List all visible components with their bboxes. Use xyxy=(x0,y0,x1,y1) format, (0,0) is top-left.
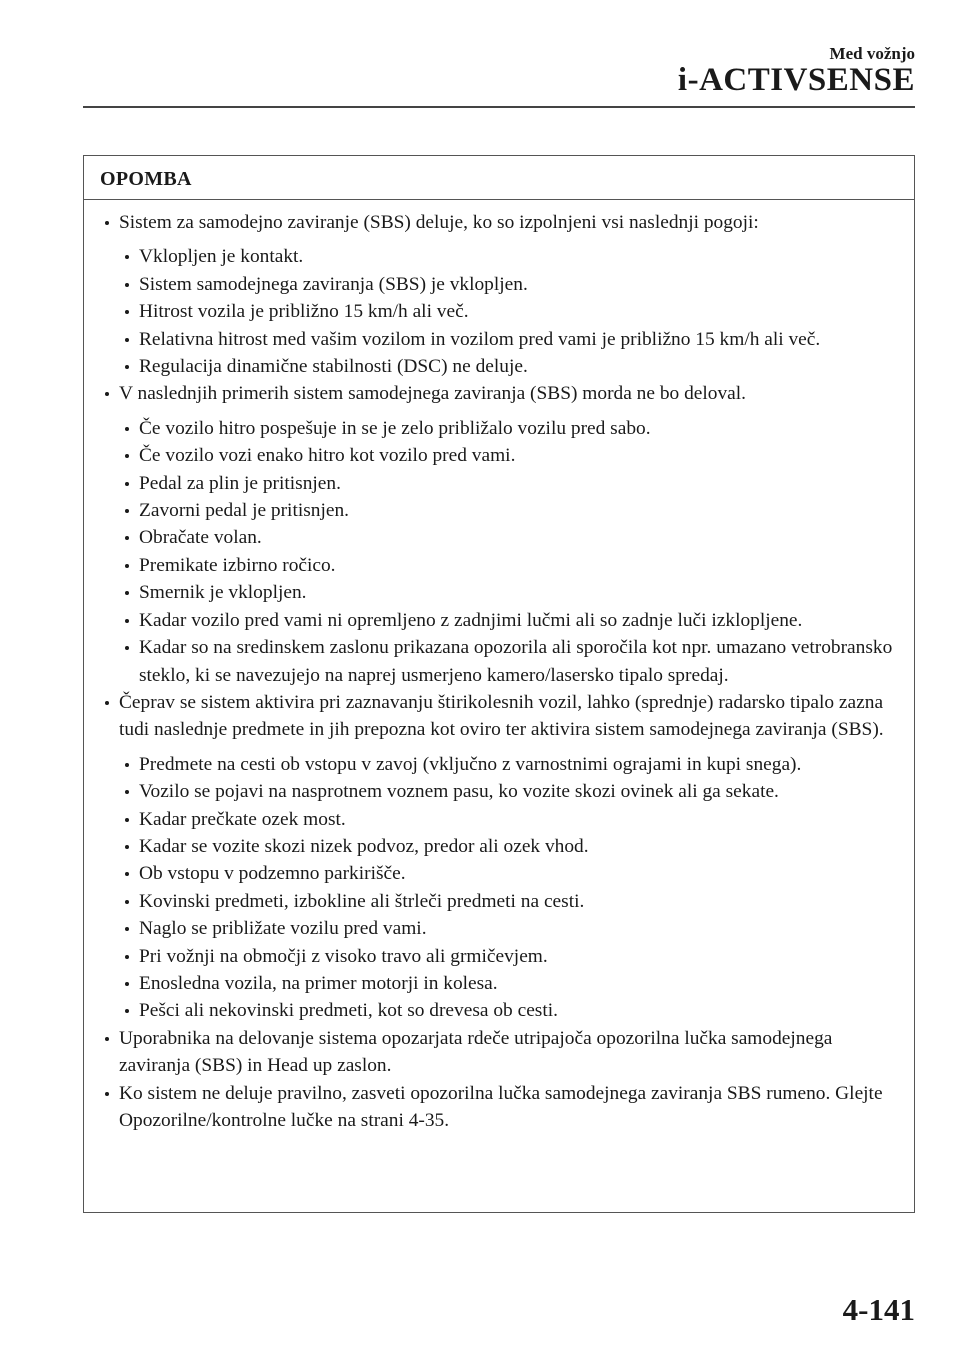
section-label: Med vožnjo xyxy=(829,44,915,63)
note-list xyxy=(99,209,904,1134)
note-subitem xyxy=(119,415,904,442)
note-subitem-text: Kadar vozilo pred vami ni opremljeno z zadnjimi lučmi ali so zadnje luči izklopljene. xyxy=(139,609,803,631)
chapter-title: i-ACTIVSENSE xyxy=(677,62,915,98)
note-subitem xyxy=(119,833,904,860)
bullet-icon xyxy=(105,1092,109,1096)
note-subitem xyxy=(119,970,904,997)
page-number: 4-141 xyxy=(842,1292,915,1327)
note-subitem xyxy=(119,353,904,380)
note-title: OPOMBA xyxy=(84,156,914,200)
note-sublist xyxy=(119,751,904,1025)
note-subitem xyxy=(119,243,904,270)
note-subitem xyxy=(119,271,904,298)
note-subitem-text: Premikate izbirno ročico. xyxy=(139,554,336,576)
note-item xyxy=(99,1080,904,1135)
note-subitem xyxy=(119,860,904,887)
note-subitem-text: Pešci ali nekovinski predmeti, kot so drevesa ob cesti. xyxy=(139,1000,558,1022)
bullet-icon xyxy=(125,427,129,431)
note-subitem xyxy=(119,997,904,1024)
note-subitem-text: Predmete na cesti ob vstopu v zavoj (vključno z varnostnimi ograjami in kupi snega). xyxy=(139,753,802,775)
bullet-icon xyxy=(125,982,129,986)
note-subitem-text: Relativna hitrost med vašim vozilom in vozilom pred vami je približno 15 km/h ali več. xyxy=(139,328,821,350)
bullet-icon xyxy=(125,482,129,486)
note-subitem-text: Če vozilo hitro pospešuje in se je zelo približalo vozilu pred sabo. xyxy=(139,417,651,439)
header-divider xyxy=(83,106,915,108)
note-item-text: Čeprav se sistem aktivira pri zaznavanju štirikolesnih vozil, lahko (sprednje) radarsko tipalo zazna tudi naslednje predmete in jih prepozna kot oviro ter aktivira sistem samodejnega zaviranja (SBS). xyxy=(119,691,884,741)
note-subitem-text: Regulacija dinamične stabilnosti (DSC) ne deluje. xyxy=(139,356,528,378)
note-subitem-text: Če vozilo vozi enako hitro kot vozilo pred vami. xyxy=(139,445,516,467)
note-subitem xyxy=(119,607,904,634)
note-subitem-text: Ob vstopu v podzemno parkirišče. xyxy=(139,863,406,885)
note-subitem-text: Kovinski predmeti, izbokline ali štrleči predmeti na cesti. xyxy=(139,890,585,912)
bullet-icon xyxy=(125,283,129,287)
bullet-icon xyxy=(125,591,129,595)
bullet-icon xyxy=(125,818,129,822)
note-subitem xyxy=(119,751,904,778)
note-box xyxy=(83,155,915,1213)
note-subitem xyxy=(119,470,904,497)
bullet-icon xyxy=(105,1037,109,1041)
bullet-icon xyxy=(125,255,129,259)
note-subitem-text: Kadar so na sredinskem zaslonu prikazana opozorila ali sporočila kot npr. umazano vetrobransko steklo, ki se navezujejo na naprej usmerjeno kamero/lasersko tipalo spredaj. xyxy=(139,637,893,686)
bullet-icon xyxy=(125,955,129,959)
bullet-icon xyxy=(125,872,129,876)
note-subitem-text: Vozilo se pojavi na nasprotnem voznem pasu, ko vozite skozi ovinek ali ga sekate. xyxy=(139,781,779,803)
bullet-icon xyxy=(125,509,129,513)
bullet-icon xyxy=(125,646,129,650)
note-item-text: Sistem za samodejno zaviranje (SBS) deluje, ko so izpolnjeni vsi naslednji pogoji: xyxy=(119,212,759,233)
note-sublist xyxy=(119,243,904,380)
note-item xyxy=(99,1025,904,1080)
bullet-icon xyxy=(125,1009,129,1013)
note-subitem xyxy=(119,915,904,942)
bullet-icon xyxy=(125,619,129,623)
bullet-icon xyxy=(125,536,129,540)
note-item-text: V naslednjih primerih sistem samodejnega zaviranja (SBS) morda ne bo deloval. xyxy=(119,383,746,405)
note-subitem-text: Enosledna vozila, na primer motorji in kolesa. xyxy=(139,972,498,994)
note-subitem xyxy=(119,778,904,805)
bullet-icon xyxy=(125,310,129,314)
note-subitem-text: Pedal za plin je pritisnjen. xyxy=(139,472,341,494)
bullet-icon xyxy=(105,221,109,225)
note-item xyxy=(99,689,904,1025)
note-subitem xyxy=(119,888,904,915)
bullet-icon xyxy=(125,900,129,904)
note-subitem-text: Vklopljen je kontakt. xyxy=(139,246,304,268)
note-subitem xyxy=(119,442,904,469)
note-subitem xyxy=(119,552,904,579)
note-subitem xyxy=(119,524,904,551)
note-item-text: Ko sistem ne deluje pravilno, zasveti opozorilna lučka samodejnega zaviranja SBS rumeno. Glejte Opozorilne/kontrolne lučke na strani 4-35. xyxy=(119,1082,883,1131)
note-subitem-text: Pri vožnji na območji z visoko travo ali grmičevjem. xyxy=(139,945,548,967)
note-subitem-text: Naglo se približate vozilu pred vami. xyxy=(139,918,427,940)
note-subitem-text: Kadar prečkate ozek most. xyxy=(139,808,346,830)
bullet-icon xyxy=(125,564,129,568)
note-body xyxy=(84,200,914,1134)
note-subitem-text: Obračate volan. xyxy=(139,527,262,549)
note-subitem-text: Zavorni pedal je pritisnjen. xyxy=(139,500,350,522)
bullet-icon xyxy=(125,338,129,342)
note-subitem xyxy=(119,806,904,833)
bullet-icon xyxy=(125,845,129,849)
bullet-icon xyxy=(125,790,129,794)
note-subitem-text: Hitrost vozila je približno 15 km/h ali več. xyxy=(139,301,469,323)
note-subitem-text: Kadar se vozite skozi nizek podvoz, predor ali ozek vhod. xyxy=(139,835,589,857)
note-item xyxy=(99,209,904,380)
note-subitem-text: Sistem samodejnega zaviranja (SBS) je vklopljen. xyxy=(139,273,528,295)
bullet-icon xyxy=(125,927,129,931)
note-sublist xyxy=(119,415,904,689)
note-subitem-text: Smernik je vklopljen. xyxy=(139,582,307,604)
bullet-icon xyxy=(125,454,129,458)
bullet-icon xyxy=(105,701,109,705)
note-subitem xyxy=(119,579,904,606)
note-subitem xyxy=(119,943,904,970)
note-subitem xyxy=(119,497,904,524)
note-item xyxy=(99,380,904,688)
note-subitem xyxy=(119,634,904,689)
bullet-icon xyxy=(105,392,109,396)
note-item-text: Uporabnika na delovanje sistema opozarjata rdeče utripajoča opozorilna lučka samodejnega zaviranja (SBS) in Head up zaslon. xyxy=(119,1027,833,1077)
bullet-icon xyxy=(125,365,129,369)
bullet-icon xyxy=(125,763,129,767)
note-subitem xyxy=(119,326,904,353)
note-subitem xyxy=(119,298,904,325)
